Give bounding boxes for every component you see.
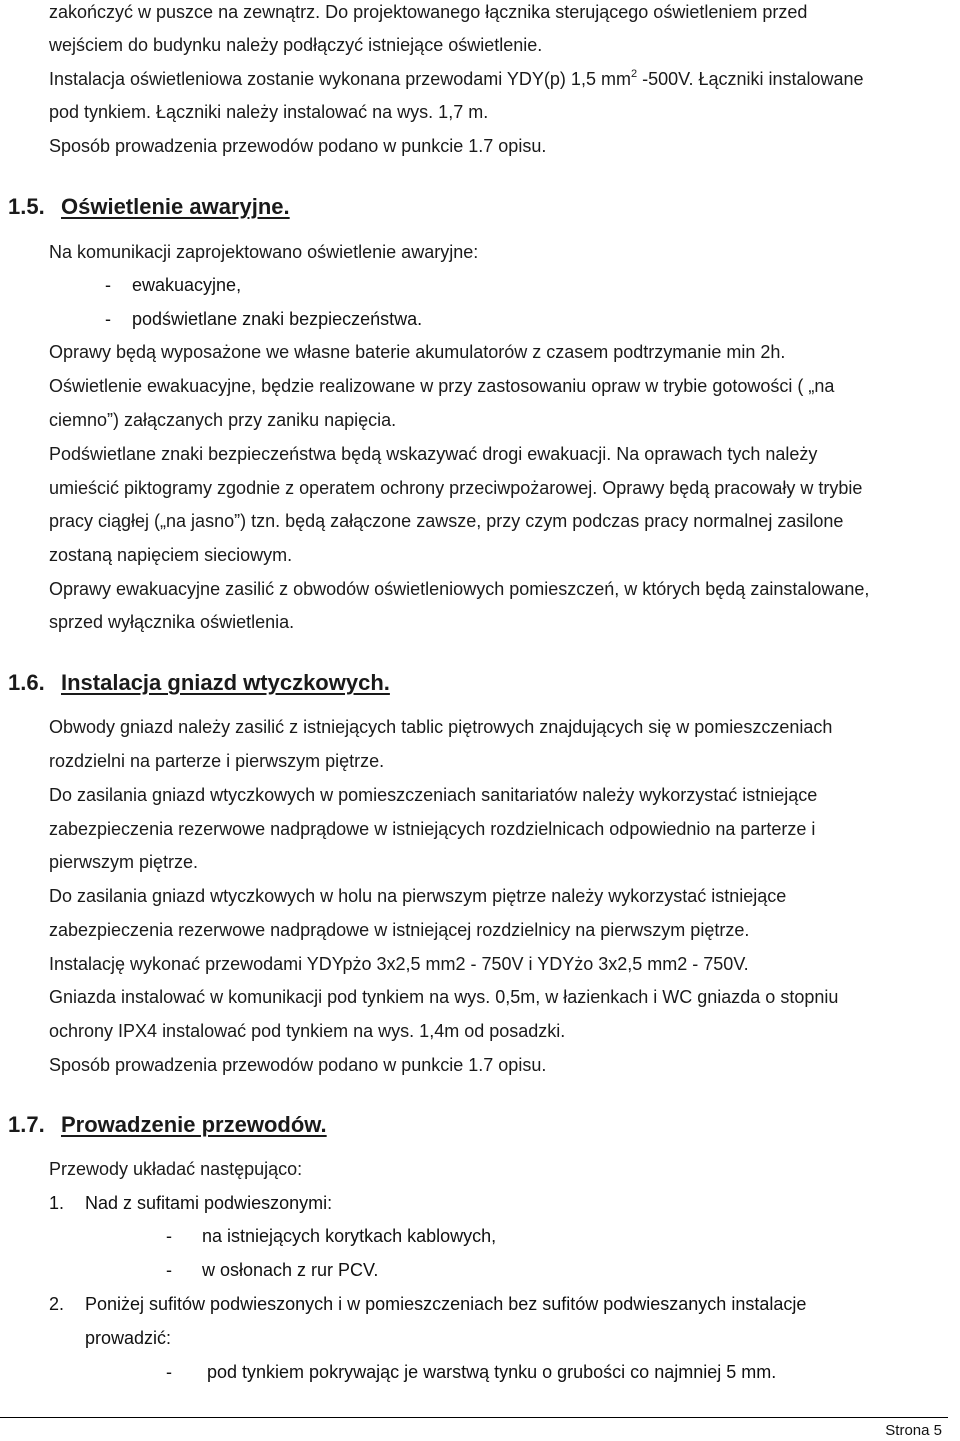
text-line: Instalację wykonać przewodami YDYpżo 3x2,5 mm2 - 750V i YDYżo 3x2,5 mm2 - 750V. — [49, 954, 749, 974]
section-title: Oświetlenie awaryjne. — [61, 194, 290, 219]
text-line: Obwody gniazd należy zasilić z istniejących tablic piętrowych znajdujących się w pomieszczeniach — [49, 717, 833, 737]
superscript: 2 — [630, 68, 638, 80]
text-line: Na komunikacji zaprojektowano oświetlenie awaryjne: — [49, 242, 479, 262]
text-line: rozdzielni na parterze i pierwszym piętrze. — [49, 751, 385, 771]
section-title: Instalacja gniazd wtyczkowych. — [61, 670, 390, 695]
list-item: Nad z sufitami podwieszonymi: — [85, 1193, 333, 1213]
text-line: Sposób prowadzenia przewodów podano w punkcie 1.7 opisu. — [49, 1055, 547, 1075]
text-line: Do zasilania gniazd wtyczkowych w pomieszczeniach sanitariatów należy wykorzystać istniejące — [49, 785, 818, 805]
text-line: Przewody układać następująco: — [49, 1159, 303, 1179]
list-item: pod tynkiem pokrywając je warstwą tynku o grubości co najmniej 5 mm. — [207, 1362, 777, 1382]
text-line — [49, 68, 864, 90]
section-number: 1.7. — [8, 1112, 45, 1137]
footer-rule — [0, 1417, 948, 1418]
list-item: w osłonach z rur PCV. — [202, 1260, 379, 1280]
text-line: Oprawy będą wyposażone we własne baterie akumulatorów z czasem podtrzymanie min 2h. — [49, 342, 786, 362]
section-heading — [8, 1112, 327, 1138]
text-line: zabezpieczenia rezerwowe nadprądowe w istniejących rozdzielnicach odpowiednio na parterze i — [49, 819, 816, 839]
text-line: zabezpieczenia rezerwowe nadprądowe w istniejącej rozdzielnicy na pierwszym piętrze. — [49, 920, 750, 940]
text-segment: Instalacja oświetleniowa zostanie wykonana przewodami YDY(p) 1,5 mm — [49, 69, 631, 89]
section-number: 1.6. — [8, 670, 45, 695]
text-line: umieścić piktogramy zgodnie z operatem ochrony przeciwpożarowej. Oprawy będą pracowały w trybie — [49, 478, 863, 498]
text-line: Oprawy ewakuacyjne zasilić z obwodów oświetleniowych pomieszczeń, w których będą zainstalowane, — [49, 579, 870, 599]
text-line: pierwszym piętrze. — [49, 852, 199, 872]
section-heading — [8, 194, 290, 220]
text-line: zakończyć w puszce na zewnątrz. Do projektowanego łącznika sterującego oświetleniem przed — [49, 2, 808, 22]
list-dash: - — [105, 275, 111, 295]
text-line: Podświetlane znaki bezpieczeństwa będą wskazywać drogi ewakuacji. Na oprawach tych należy — [49, 444, 818, 464]
list-dash: - — [166, 1362, 172, 1382]
text-line: Gniazda instalować w komunikacji pod tynkiem na wys. 0,5m, w łazienkach i WC gniazda o stopniu — [49, 987, 839, 1007]
list-dash: - — [166, 1226, 172, 1246]
list-dash: - — [166, 1260, 172, 1280]
list-dash: - — [105, 309, 111, 329]
text-line: Sposób prowadzenia przewodów podano w punkcie 1.7 opisu. — [49, 136, 547, 156]
text-line: sprzed wyłącznika oświetlenia. — [49, 612, 295, 632]
text-line: pracy ciągłej („na jasno”) tzn. będą załączone zawsze, przy czym podczas pracy normalnej zasilone — [49, 511, 844, 531]
list-item: podświetlane znaki bezpieczeństwa. — [132, 309, 423, 329]
text-line: ochrony IPX4 instalować pod tynkiem na wys. 1,4m od posadzki. — [49, 1021, 566, 1041]
list-number: 1. — [49, 1193, 65, 1213]
section-number: 1.5. — [8, 194, 45, 219]
list-item-continuation: prowadzić: — [85, 1328, 172, 1348]
text-line: ciemno”) załączanych przy zaniku napięcia. — [49, 410, 397, 430]
page-number: Strona 5 — [885, 1422, 942, 1439]
text-segment: -500V. Łączniki instalowane — [637, 69, 864, 89]
text-line: Oświetlenie ewakuacyjne, będzie realizowane w przy zastosowaniu opraw w trybie gotowości ( „na — [49, 376, 835, 396]
text-line: pod tynkiem. Łączniki należy instalować na wys. 1,7 m. — [49, 102, 489, 122]
list-number: 2. — [49, 1294, 65, 1314]
list-item: na istniejących korytkach kablowych, — [202, 1226, 497, 1246]
section-title: Prowadzenie przewodów. — [61, 1112, 327, 1137]
list-item: Poniżej sufitów podwieszonych i w pomieszczeniach bez sufitów podwieszanych instalacje — [85, 1294, 807, 1314]
text-line: wejściem do budynku należy podłączyć istniejące oświetlenie. — [49, 35, 543, 55]
text-line: Do zasilania gniazd wtyczkowych w holu na pierwszym piętrze należy wykorzystać istniejące — [49, 886, 787, 906]
text-line: zostaną napięciem sieciowym. — [49, 545, 293, 565]
section-heading — [8, 670, 390, 696]
list-item: ewakuacyjne, — [132, 275, 242, 295]
